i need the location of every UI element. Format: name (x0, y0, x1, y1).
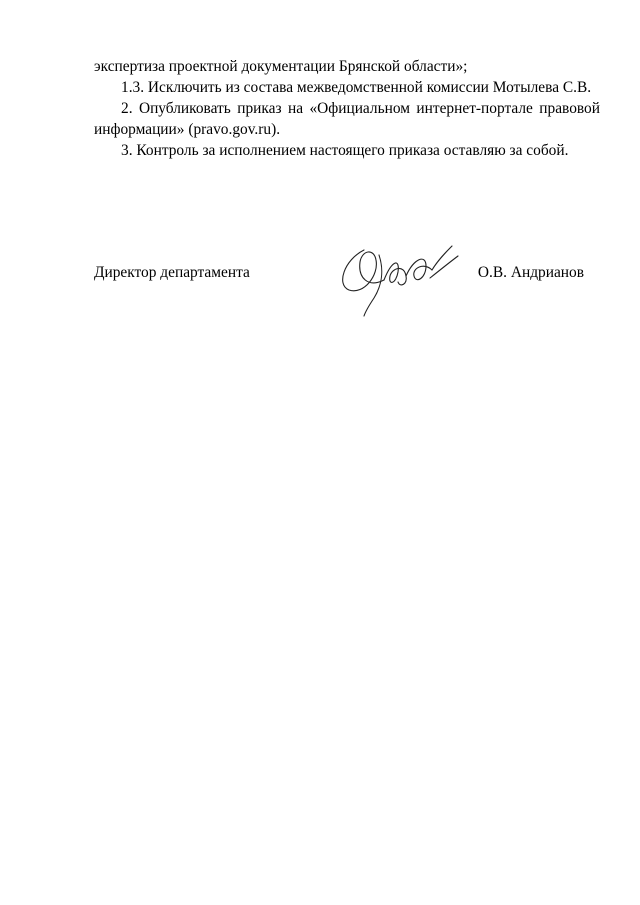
paragraph-item-1-3: 1.3. Исключить из состава межведомственной комиссии Мотылева С.В. (121, 79, 592, 96)
paragraph-continuation: экспертиза проектной документации Брянской области»; (94, 58, 468, 75)
paragraph-item-3: 3. Контроль за исполнением настоящего приказа оставляю за собой. (121, 142, 569, 159)
document-body (94, 56, 600, 161)
handwritten-signature (334, 240, 464, 320)
signatory-name: О.В. Андрианов (477, 264, 584, 281)
paragraph-item-2: 2. Опубликовать приказ на «Официальном интернет-портале правовой информации» (pravo.gov.ru). (94, 100, 600, 138)
signatory-title: Директор департамента (94, 264, 250, 281)
signature-block (94, 262, 600, 322)
